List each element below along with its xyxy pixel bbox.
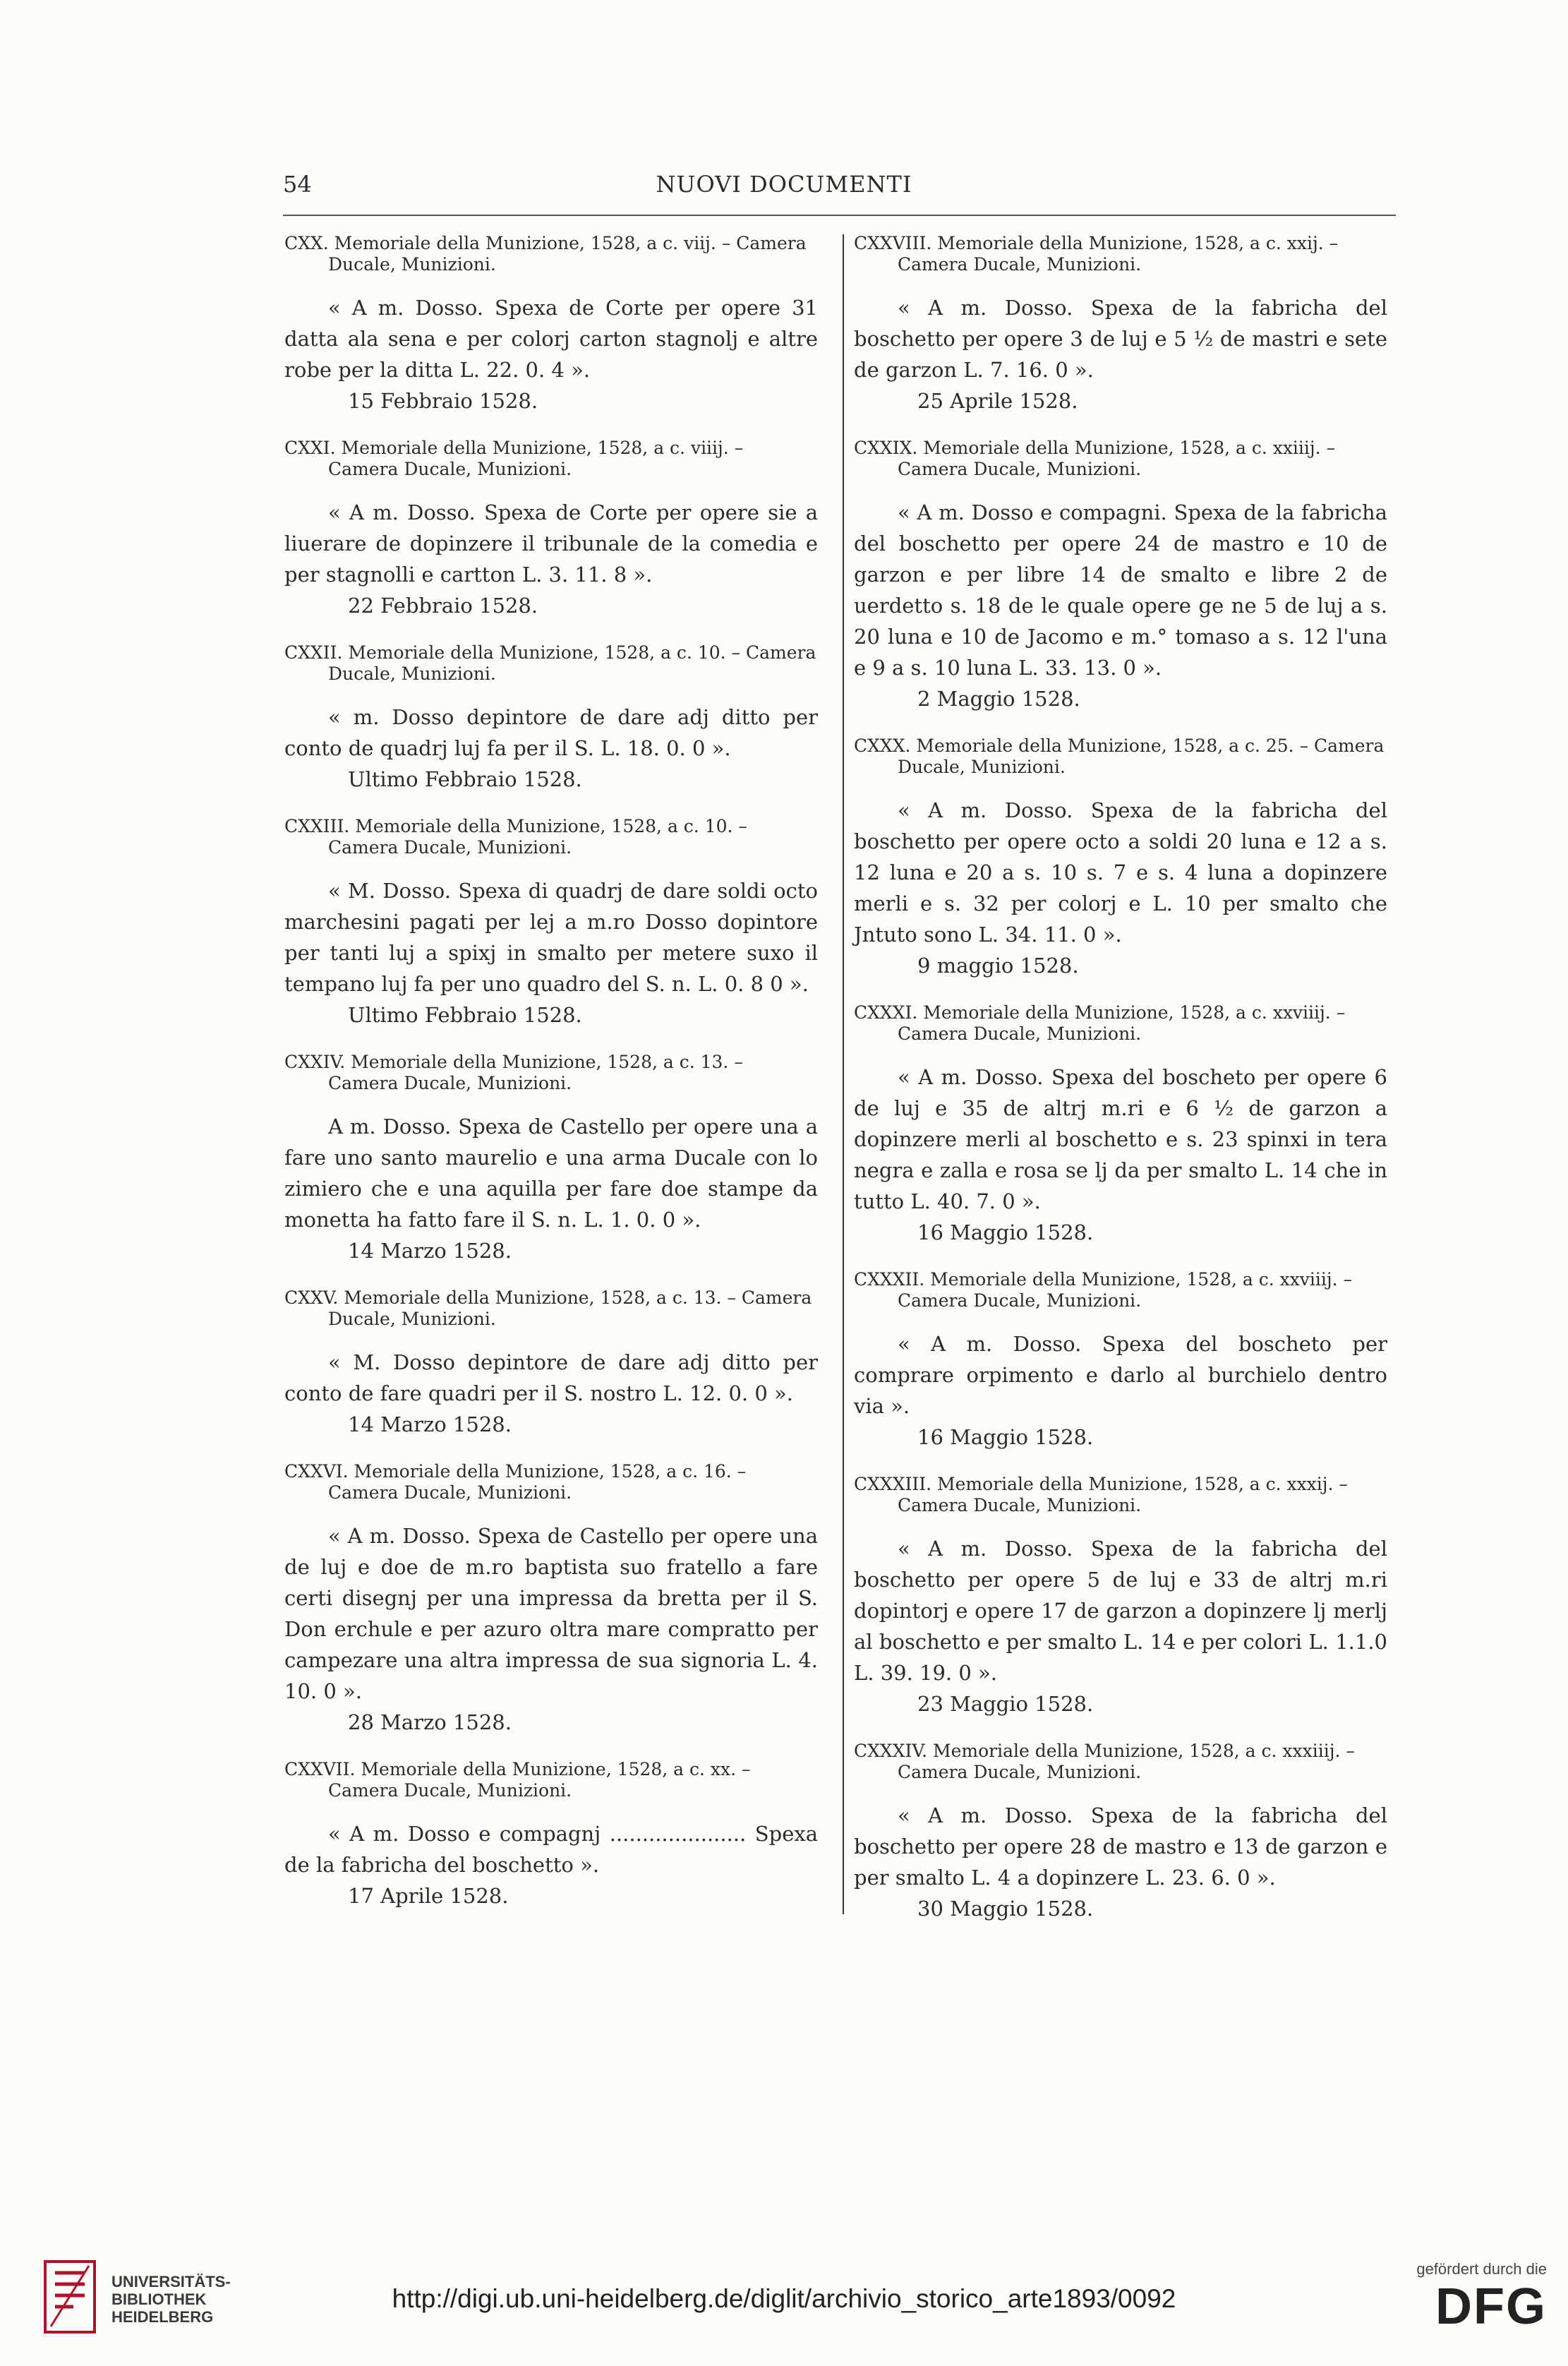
entry-body: « A m. Dosso. Spexa de la fabricha del boschetto per opere 5 de luj e 33 de altrj m.ri dopintorj e opere 17 de garzon a dopinzere lj merlj al boschetto e per smalto L. 14 e per colori L. 1.1.0 L. 39. 19. 0 ». [854, 1537, 1387, 1685]
document-entry [854, 1002, 1387, 1248]
entry-header: CXXXIV. Memoriale della Munizione, 1528, a c. xxxiiij. – Camera Ducale, Munizioni. [854, 1741, 1355, 1782]
document-entry [284, 1759, 818, 1911]
right-column [854, 233, 1387, 1924]
page-number: 54 [283, 171, 312, 198]
entry-header: CXXXI. Memoriale della Munizione, 1528, a c. xxviiij. – Camera Ducale, Munizioni. [854, 1002, 1346, 1044]
entry-header: CXXXII. Memoriale della Munizione, 1528, a c. xxviiij. – Camera Ducale, Munizioni. [854, 1269, 1353, 1311]
entry-date: 22 Febbraio 1528. [348, 594, 538, 618]
entry-body: « m. Dosso depintore de dare adj ditto per conto de quadrj luj fa per il S. L. 18. 0. 0 ». [284, 705, 818, 760]
entry-body: « A m. Dosso. Spexa de la fabricha del boschetto per opere octo a soldi 20 luna e 12 a s. 12 luna e 20 a s. 10 s. 7 e s. 4 luna a dopinzere merli e s. 32 per colorj e L. 10 per smalto che Jntuto sono L. 34. 11. 0 ». [854, 798, 1387, 947]
entry-body: « A m. Dosso. Spexa de la fabricha del boschetto per opere 28 de mastro e 13 de garzon e per smalto L. 4 a dopinzere L. 23. 6. 0 ». [854, 1803, 1387, 1890]
entry-body: « M. Dosso depintore de dare adj ditto per conto de fare quadri per il S. nostro L. 12. 0. 0 ». [284, 1350, 818, 1405]
entry-date: 28 Marzo 1528. [348, 1710, 512, 1734]
library-name: UNIVERSITÄTS- BIBLIOTHEK HEIDELBERG [111, 2273, 231, 2326]
entry-date: 16 Maggio 1528. [917, 1425, 1094, 1449]
entry-date: 14 Marzo 1528. [348, 1239, 512, 1263]
entry-date: 23 Maggio 1528. [917, 1692, 1094, 1716]
entry-body: « A m. Dosso e compagnj ..................... Spexa de la fabricha del boschetto ». [284, 1822, 818, 1877]
source-url-link[interactable]: http://digi.ub.uni-heidelberg.de/diglit/archivio_storico_arte1893/0092 [392, 2284, 1176, 2313]
dfg-logo[interactable]: DFG [1435, 2278, 1547, 2335]
entry-date: 14 Marzo 1528. [348, 1412, 512, 1436]
document-entry [284, 642, 818, 795]
document-entry [854, 735, 1387, 981]
entry-date: 17 Aprile 1528. [348, 1884, 509, 1908]
entry-date: 9 maggio 1528. [917, 954, 1079, 978]
document-entry [284, 233, 818, 416]
entry-header: CXXVII. Memoriale della Munizione, 1528, a c. xx. – Camera Ducale, Munizioni. [284, 1759, 751, 1801]
column-divider [843, 234, 844, 1914]
entry-date: 30 Maggio 1528. [917, 1897, 1094, 1921]
entry-header: CXXX. Memoriale della Munizione, 1528, a c. 25. – Camera Ducale, Munizioni. [854, 735, 1385, 777]
document-entry [854, 233, 1387, 416]
document-entry [854, 1269, 1387, 1453]
entry-date: 15 Febbraio 1528. [348, 389, 538, 413]
entry-header: CXXVI. Memoriale della Munizione, 1528, a c. 16. – Camera Ducale, Munizioni. [284, 1461, 747, 1503]
document-entry [284, 816, 818, 1031]
document-entry [284, 1052, 818, 1266]
entry-header: CXXIII. Memoriale della Munizione, 1528, a c. 10. – Camera Ducale, Munizioni. [284, 816, 747, 858]
left-column [284, 233, 818, 1911]
document-entry [854, 1741, 1387, 1924]
document-entry [284, 438, 818, 621]
entry-header: CXXIX. Memoriale della Munizione, 1528, a c. xxiiij. – Camera Ducale, Munizioni. [854, 438, 1336, 479]
entry-body: « A m. Dosso. Spexa del boscheto per comprare orpimento e darlo al burchielo dentro via ». [854, 1332, 1387, 1418]
entry-date: 2 Maggio 1528. [917, 687, 1080, 711]
sponsor-block [1370, 2260, 1547, 2335]
document-entry [284, 1461, 818, 1738]
entry-body: « A m. Dosso. Spexa del boscheto per opere 6 de luj e 35 de altrj m.ri e 6 ½ de garzon a dopinzere merli al boschetto e s. 23 spinxi in tera negra e zalla e rosa se lj da per smalto L. 14 che in tutto L. 40. 7. 0 ». [854, 1065, 1387, 1213]
entry-header: CXXI. Memoriale della Munizione, 1528, a c. viiij. – Camera Ducale, Munizioni. [284, 438, 744, 479]
document-entry [284, 1287, 818, 1440]
entry-header: CXXVIII. Memoriale della Munizione, 1528, a c. xxij. – Camera Ducale, Munizioni. [854, 233, 1339, 275]
entry-header: CXX. Memoriale della Munizione, 1528, a c. viij. – Camera Ducale, Munizioni. [284, 233, 807, 275]
sponsor-caption: gefördert durch die [1416, 2260, 1547, 2278]
entry-date: 16 Maggio 1528. [917, 1220, 1094, 1244]
entry-body: « A m. Dosso e compagni. Spexa de la fabricha del boschetto per opere 24 de mastro e 10 de garzon e per libre 14 de smalto e libre 2 de uerdetto s. 18 de le quale opere ge ne 5 de luj a s. 20 luna e 10 de Jacomo e m.° tomaso a s. 12 l'una e 9 a s. 10 luna L. 33. 13. 0 ». [854, 500, 1387, 680]
entry-date: Ultimo Febbraio 1528. [348, 1003, 582, 1027]
entry-body: A m. Dosso. Spexa de Castello per opere una a fare uno santo maurelio e una arma Ducale con lo zimiero che e una aquilla per fare doe stampe da monetta ha fatto fare il S. n. L. 1. 0. 0 ». [284, 1115, 818, 1232]
entry-header: CXXII. Memoriale della Munizione, 1528, a c. 10. – Camera Ducale, Munizioni. [284, 642, 816, 684]
document-entry [854, 438, 1387, 714]
entry-body: « M. Dosso. Spexa di quadrj de dare soldi octo marchesini pagati per lej a m.ro Dosso dopintore per tanti luj a spixj in smalto per metere suxo il tempano luj fa per uno quadro del S. n. L. 0. 8 0 ». [284, 879, 818, 996]
entry-header: CXXXIII. Memoriale della Munizione, 1528, a c. xxxij. – Camera Ducale, Munizioni. [854, 1474, 1348, 1515]
entry-date: Ultimo Febbraio 1528. [348, 767, 582, 791]
entry-body: « A m. Dosso. Spexa de Castello per opere una de luj e doe de m.ro baptista suo fratello a fare certi disegnj per una impressa da bretta per il S. Don erchule e per azuro oltra mare compratto per campezare una altra impressa de sua signoria L. 4. 10. 0 ». [284, 1524, 818, 1703]
running-head: NUOVI DOCUMENTI [656, 171, 912, 198]
entry-date: 25 Aprile 1528. [917, 389, 1078, 413]
entry-body: « A m. Dosso. Spexa de la fabricha del boschetto per opere 3 de luj e 5 ½ de mastri e sete de garzon L. 7. 16. 0 ». [854, 296, 1387, 382]
document-entry [854, 1474, 1387, 1719]
entry-body: « A m. Dosso. Spexa de Corte per opere sie a liuerare de dopinzere il tribunale de la comedia e per stagnolli e cartton L. 3. 11. 8 ». [284, 500, 818, 587]
entry-header: CXXIV. Memoriale della Munizione, 1528, a c. 13. – Camera Ducale, Munizioni. [284, 1052, 743, 1093]
entry-header: CXXV. Memoriale della Munizione, 1528, a c. 13. – Camera Ducale, Munizioni. [284, 1287, 812, 1329]
header-rule [283, 215, 1396, 216]
entry-body: « A m. Dosso. Spexa de Corte per opere 31 datta ala sena e per colorj carton stagnolj e altre robe per la ditta L. 22. 0. 4 ». [284, 296, 818, 382]
